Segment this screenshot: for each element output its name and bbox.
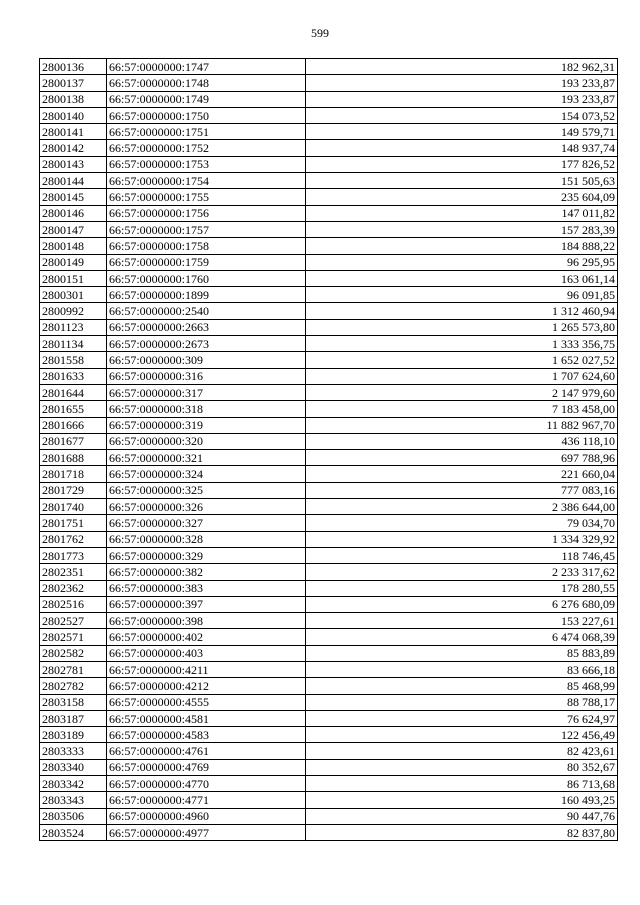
cadastral-value-cell: 11 882 967,70 [306,417,618,433]
cadastral-number-cell: 66:57:0000000:4211 [107,661,306,677]
cadastral-value-cell: 148 937,74 [306,140,618,156]
cadastral-number-cell: 66:57:0000000:1749 [107,91,306,107]
row-id-cell: 2801688 [40,450,107,466]
row-id-cell: 2800145 [40,189,107,205]
cadastral-number-cell: 66:57:0000000:4770 [107,776,306,792]
row-id-cell: 2801558 [40,352,107,368]
table-row [40,727,618,743]
table-row [40,221,618,237]
row-id-cell: 2802781 [40,661,107,677]
cadastral-number-cell: 66:57:0000000:1752 [107,140,306,156]
row-id-cell: 2802362 [40,580,107,596]
table-row [40,482,618,498]
table-row [40,564,618,580]
cadastral-number-cell: 66:57:0000000:397 [107,596,306,612]
row-id-cell: 2801729 [40,482,107,498]
cadastral-number-cell: 66:57:0000000:325 [107,482,306,498]
cadastral-number-cell: 66:57:0000000:1747 [107,59,306,75]
cadastral-number-cell: 66:57:0000000:1759 [107,254,306,270]
cadastral-value-cell: 153 227,61 [306,613,618,629]
row-id-cell: 2801677 [40,433,107,449]
table-row [40,694,618,710]
row-id-cell: 2801655 [40,401,107,417]
row-id-cell: 2803158 [40,694,107,710]
cadastral-value-cell: 149 579,71 [306,124,618,140]
row-id-cell: 2800148 [40,238,107,254]
cadastral-value-cell: 777 083,16 [306,482,618,498]
table-row [40,613,618,629]
cadastral-number-cell: 66:57:0000000:2673 [107,336,306,352]
row-id-cell: 2800144 [40,173,107,189]
cadastral-number-cell: 66:57:0000000:326 [107,499,306,515]
row-id-cell: 2800149 [40,254,107,270]
cadastral-number-cell: 66:57:0000000:328 [107,531,306,547]
table-row [40,678,618,694]
table-row [40,319,618,335]
cadastral-number-cell: 66:57:0000000:1748 [107,75,306,91]
table-row [40,368,618,384]
table-row [40,336,618,352]
table-row [40,384,618,400]
cadastral-value-cell: 697 788,96 [306,450,618,466]
cadastral-number-cell: 66:57:0000000:324 [107,466,306,482]
cadastral-number-cell: 66:57:0000000:316 [107,368,306,384]
cadastral-value-cell: 85 468,99 [306,678,618,694]
row-id-cell: 2801751 [40,515,107,531]
table-row [40,205,618,221]
cadastral-number-cell: 66:57:0000000:1755 [107,189,306,205]
table-row [40,499,618,515]
row-id-cell: 2800142 [40,140,107,156]
cadastral-value-cell: 1 707 624,60 [306,368,618,384]
cadastral-number-cell: 66:57:0000000:1750 [107,107,306,123]
cadastral-value-cell: 182 962,31 [306,59,618,75]
cadastral-number-cell: 66:57:0000000:2663 [107,319,306,335]
cadastral-number-cell: 66:57:0000000:1754 [107,173,306,189]
page-number: 599 [311,26,329,40]
cadastral-value-cell: 88 788,17 [306,694,618,710]
table-row [40,91,618,107]
cadastral-value-cell: 147 011,82 [306,205,618,221]
row-id-cell: 2801123 [40,319,107,335]
row-id-cell: 2801762 [40,531,107,547]
row-id-cell: 2800301 [40,287,107,303]
cadastral-value-cell: 160 493,25 [306,792,618,808]
cadastral-value-cell: 1 265 573,80 [306,319,618,335]
table-row [40,75,618,91]
row-id-cell: 2801718 [40,466,107,482]
table-row [40,156,618,172]
table-row [40,107,618,123]
table-row [40,417,618,433]
row-id-cell: 2802527 [40,613,107,629]
cadastral-number-cell: 66:57:0000000:4555 [107,694,306,710]
cadastral-value-cell: 151 505,63 [306,173,618,189]
cadastral-value-cell: 7 183 458,00 [306,401,618,417]
table-row [40,580,618,596]
row-id-cell: 2801740 [40,499,107,515]
cadastral-value-cell: 96 295,95 [306,254,618,270]
table-row [40,808,618,824]
row-id-cell: 2803189 [40,727,107,743]
cadastral-number-cell: 66:57:0000000:1899 [107,287,306,303]
table-row [40,140,618,156]
table-row [40,401,618,417]
row-id-cell: 2800141 [40,124,107,140]
table-row [40,124,618,140]
cadastral-number-cell: 66:57:0000000:327 [107,515,306,531]
row-id-cell: 2802351 [40,564,107,580]
cadastral-value-cell: 2 386 644,00 [306,499,618,515]
cadastral-number-cell: 66:57:0000000:4212 [107,678,306,694]
table-row [40,531,618,547]
table-row [40,433,618,449]
row-id-cell: 2802571 [40,629,107,645]
cadastral-value-cell: 79 034,70 [306,515,618,531]
row-id-cell: 2800992 [40,303,107,319]
cadastral-number-cell: 66:57:0000000:4581 [107,710,306,726]
table-row [40,303,618,319]
table-row [40,661,618,677]
cadastral-value-cell: 96 091,85 [306,287,618,303]
table-row [40,287,618,303]
cadastral-value-cell: 157 283,39 [306,221,618,237]
table-row [40,270,618,286]
row-id-cell: 2801773 [40,547,107,563]
table-row [40,645,618,661]
cadastral-number-cell: 66:57:0000000:403 [107,645,306,661]
cadastral-value-cell: 221 660,04 [306,466,618,482]
row-id-cell: 2803340 [40,759,107,775]
cadastral-number-cell: 66:57:0000000:329 [107,547,306,563]
table-row [40,254,618,270]
table-row [40,596,618,612]
row-id-cell: 2800136 [40,59,107,75]
cadastral-value-cell: 1 333 356,75 [306,336,618,352]
cadastral-number-cell: 66:57:0000000:382 [107,564,306,580]
cadastral-value-cell: 80 352,67 [306,759,618,775]
table-row [40,743,618,759]
row-id-cell: 2802782 [40,678,107,694]
table-row [40,189,618,205]
cadastral-number-cell: 66:57:0000000:1757 [107,221,306,237]
cadastral-value-cell: 2 147 979,60 [306,384,618,400]
cadastral-value-cell: 2 233 317,62 [306,564,618,580]
table-row [40,776,618,792]
table-row [40,759,618,775]
cadastral-value-cell: 1 312 460,94 [306,303,618,319]
cadastral-number-cell: 66:57:0000000:402 [107,629,306,645]
cadastral-value-cell: 154 073,52 [306,107,618,123]
cadastral-value-cell: 235 604,09 [306,189,618,205]
cadastral-value-cell: 1 334 329,92 [306,531,618,547]
cadastral-value-cell: 90 447,76 [306,808,618,824]
cadastral-number-cell: 66:57:0000000:1753 [107,156,306,172]
row-id-cell: 2802582 [40,645,107,661]
cadastral-number-cell: 66:57:0000000:4761 [107,743,306,759]
cadastral-number-cell: 66:57:0000000:321 [107,450,306,466]
cadastral-number-cell: 66:57:0000000:398 [107,613,306,629]
table-row [40,824,618,840]
cadastral-value-cell: 85 883,89 [306,645,618,661]
cadastral-value-cell: 193 233,87 [306,91,618,107]
table-row [40,515,618,531]
row-id-cell: 2800138 [40,91,107,107]
cadastral-value-cell: 6 276 680,09 [306,596,618,612]
cadastral-value-table [39,58,618,841]
cadastral-value-cell: 76 624,97 [306,710,618,726]
cadastral-number-cell: 66:57:0000000:383 [107,580,306,596]
cadastral-value-cell: 193 233,87 [306,75,618,91]
cadastral-value-cell: 1 652 027,52 [306,352,618,368]
table-row [40,710,618,726]
row-id-cell: 2800140 [40,107,107,123]
table-row [40,59,618,75]
row-id-cell: 2803343 [40,792,107,808]
row-id-cell: 2801633 [40,368,107,384]
cadastral-number-cell: 66:57:0000000:317 [107,384,306,400]
cadastral-value-cell: 178 280,55 [306,580,618,596]
table-row [40,547,618,563]
table-row [40,352,618,368]
cadastral-value-cell: 122 456,49 [306,727,618,743]
row-id-cell: 2801666 [40,417,107,433]
table-row [40,450,618,466]
cadastral-number-cell: 66:57:0000000:1760 [107,270,306,286]
row-id-cell: 2803342 [40,776,107,792]
table-body [40,59,618,841]
cadastral-number-cell: 66:57:0000000:4771 [107,792,306,808]
row-id-cell: 2800137 [40,75,107,91]
row-id-cell: 2800147 [40,221,107,237]
cadastral-value-cell: 118 746,45 [306,547,618,563]
table-row [40,792,618,808]
row-id-cell: 2801644 [40,384,107,400]
row-id-cell: 2800146 [40,205,107,221]
cadastral-number-cell: 66:57:0000000:4769 [107,759,306,775]
cadastral-number-cell: 66:57:0000000:320 [107,433,306,449]
table-row [40,466,618,482]
cadastral-number-cell: 66:57:0000000:1751 [107,124,306,140]
cadastral-number-cell: 66:57:0000000:309 [107,352,306,368]
cadastral-value-cell: 184 888,22 [306,238,618,254]
cadastral-value-cell: 436 118,10 [306,433,618,449]
row-id-cell: 2801134 [40,336,107,352]
cadastral-value-cell: 177 826,52 [306,156,618,172]
row-id-cell: 2803524 [40,824,107,840]
row-id-cell: 2802516 [40,596,107,612]
cadastral-number-cell: 66:57:0000000:4583 [107,727,306,743]
cadastral-number-cell: 66:57:0000000:1756 [107,205,306,221]
row-id-cell: 2803187 [40,710,107,726]
cadastral-value-cell: 163 061,14 [306,270,618,286]
cadastral-value-cell: 82 837,80 [306,824,618,840]
cadastral-value-cell: 6 474 068,39 [306,629,618,645]
cadastral-number-cell: 66:57:0000000:319 [107,417,306,433]
table-row [40,238,618,254]
cadastral-number-cell: 66:57:0000000:1758 [107,238,306,254]
cadastral-value-cell: 86 713,68 [306,776,618,792]
table-row [40,629,618,645]
cadastral-number-cell: 66:57:0000000:2540 [107,303,306,319]
cadastral-number-cell: 66:57:0000000:4977 [107,824,306,840]
row-id-cell: 2803333 [40,743,107,759]
table-row [40,173,618,189]
row-id-cell: 2800151 [40,270,107,286]
cadastral-value-cell: 83 666,18 [306,661,618,677]
cadastral-number-cell: 66:57:0000000:4960 [107,808,306,824]
cadastral-number-cell: 66:57:0000000:318 [107,401,306,417]
row-id-cell: 2803506 [40,808,107,824]
row-id-cell: 2800143 [40,156,107,172]
cadastral-value-cell: 82 423,61 [306,743,618,759]
